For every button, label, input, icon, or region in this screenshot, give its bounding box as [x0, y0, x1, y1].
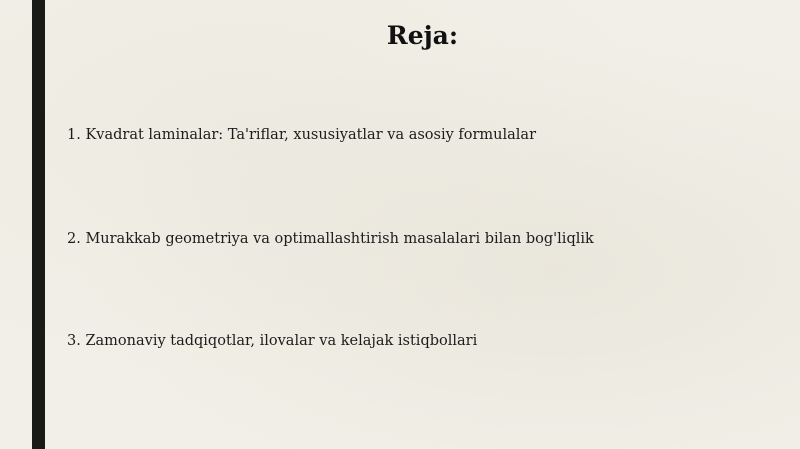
agenda-item-2: 2. Murakkab geometriya va optimallashtirish masalalari bilan bog'liqlik: [67, 231, 594, 247]
agenda-item-3: 3. Zamonaviy tadqiqotlar, ilovalar va kelajak istiqbollari: [67, 333, 478, 349]
accent-bar: [32, 0, 45, 449]
agenda-item-1: 1. Kvadrat laminalar: Ta'riflar, xususiyatlar va asosiy formulalar: [67, 127, 536, 143]
slide-title: Reja:: [386, 21, 459, 50]
